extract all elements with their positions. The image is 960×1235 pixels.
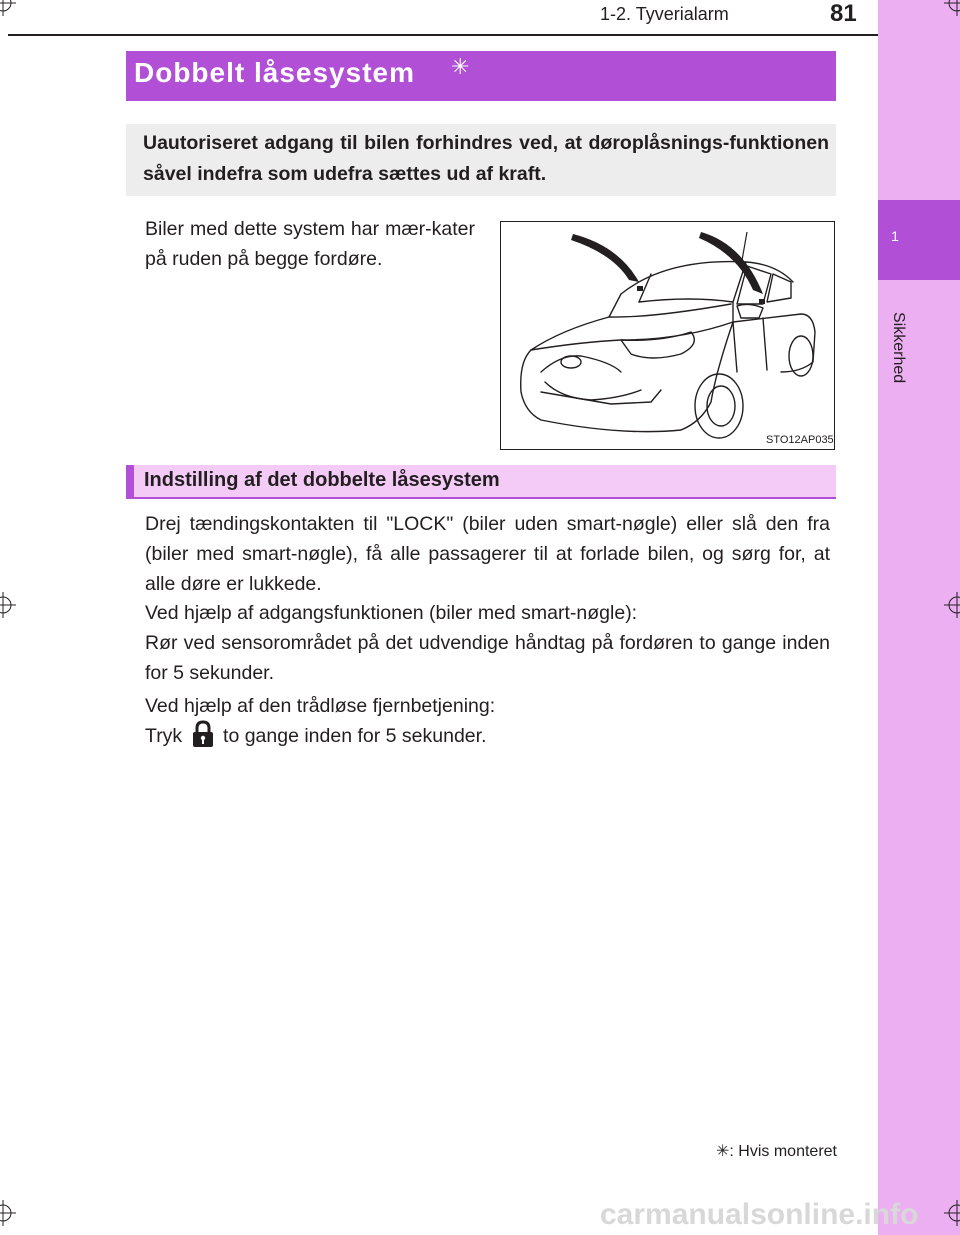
chapter-label: Sikkerhed bbox=[890, 312, 907, 384]
body-paragraph bbox=[145, 720, 830, 757]
page-number: 81 bbox=[830, 0, 857, 27]
crop-mark bbox=[0, 0, 16, 16]
section-header: 1-2. Tyverialarm bbox=[600, 4, 729, 24]
intro-text: Uautoriseret adgang til bilen forhindres ved, at døroplåsnings-funktionen såvel indefra som udefra sættes ud af kraft. bbox=[143, 132, 829, 185]
body-paragraph: Ved hjælp af adgangsfunktionen (biler med smart-nøgle): bbox=[145, 602, 638, 624]
body-paragraph: Rør ved sensorområdet på det udvendige håndtag på fordøren to gange inden for 5 sekunder. bbox=[145, 632, 830, 684]
footnote: ✳: Hvis monteret bbox=[716, 1143, 837, 1160]
car-illustration bbox=[500, 221, 835, 450]
crop-mark bbox=[944, 0, 960, 16]
crop-mark bbox=[944, 592, 960, 618]
body-paragraph: Ved hjælp af den trådløse fjernbetjening: bbox=[145, 695, 496, 717]
body-paragraph: Drej tændingskontakten til "LOCK" (biler uden smart-nøgle) eller slå den fra (biler med smart-nøgle), få alle passagerer til at forlade bilen, og sørg for, at alle døre er lukkede. bbox=[145, 513, 830, 595]
para4-suffix: to gange inden for 5 sekunder. bbox=[223, 725, 487, 747]
crop-mark bbox=[944, 1200, 960, 1226]
body-paragraph: Biler med dette system har mær-kater på ruden på begge fordøre. bbox=[145, 218, 475, 270]
subsection-accent bbox=[126, 465, 134, 499]
title-asterisk: ✳ bbox=[451, 54, 470, 79]
page-title: Dobbelt låsesystem bbox=[134, 57, 415, 88]
crop-mark bbox=[0, 592, 16, 618]
lock-icon bbox=[192, 720, 214, 757]
chapter-number: 1 bbox=[891, 228, 899, 244]
figure-code: STO12AP035 bbox=[766, 434, 834, 446]
crop-mark bbox=[0, 1200, 16, 1226]
header-rule bbox=[8, 34, 878, 36]
car-drawing bbox=[501, 222, 834, 449]
subsection-title: Indstilling af det dobbelte låsesystem bbox=[144, 469, 500, 491]
watermark: carmanualsonline.info bbox=[600, 1198, 919, 1231]
para4-prefix: Tryk bbox=[145, 725, 183, 747]
